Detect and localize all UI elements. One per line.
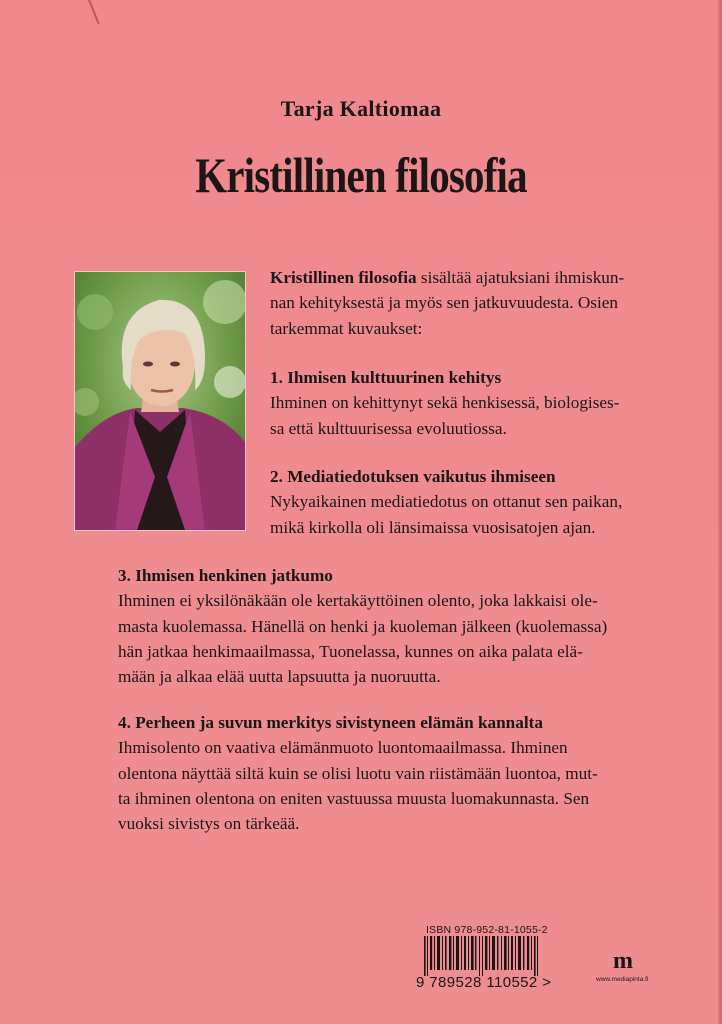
- intro-text: sisältää ajatuksiani ihmiskun-: [416, 268, 625, 287]
- section-2-line: Nykyaikainen mediatiedotus on ottanut sen paikan,: [270, 492, 623, 512]
- section-3-line: hän jatkaa henkimaailmassa, Tuonelassa, kunnes on aika palata elä-: [118, 641, 583, 661]
- section-2-heading: 2. Mediatiedotuksen vaikutus ihmiseen: [270, 467, 556, 486]
- intro-line-1: [270, 265, 665, 290]
- section-4: [118, 710, 666, 836]
- section-3: [118, 563, 666, 689]
- isbn-label: ISBN 978-952-81-1055-2: [426, 924, 548, 936]
- section-2: [270, 464, 665, 540]
- section-1-line: Ihminen on kehittynyt sekä henkisessä, biologises-: [270, 393, 620, 413]
- section-3-line: mään ja alkaa elää uutta lapsuutta ja nuoruutta.: [118, 667, 441, 687]
- section-4-line: olentona näyttää siltä kuin se olisi luotu vain riistämään luontoa, mut-: [118, 763, 598, 783]
- section-4-heading: 4. Perheen ja suvun merkitys sivistyneen elämän kannalta: [118, 713, 543, 732]
- barcode-digits: 9 789528 110552 >: [416, 974, 552, 991]
- section-1-line: sa että kulttuurisessa evoluutiossa.: [270, 418, 507, 438]
- publisher-url: www.mediapinta.fi: [596, 976, 649, 983]
- section-4-line: vuoksi sivistys on tärkeää.: [118, 814, 300, 834]
- publisher-logo-letter: m: [613, 948, 633, 972]
- cover-edge-shadow: [718, 0, 722, 1024]
- intro-lead: Kristillinen filosofia: [270, 268, 417, 287]
- intro-paragraph: [270, 265, 665, 341]
- author-photo: [74, 271, 246, 531]
- book-title: Kristillinen filosofia: [195, 147, 527, 203]
- scan-crease-line: [88, 0, 100, 24]
- section-3-line: Ihminen ei yksilönäkään ole kertakäyttöinen olento, joka lakkaisi ole-: [118, 591, 598, 611]
- section-4-line: Ihmisolento on vaativa elämänmuoto luontomaailmassa. Ihminen: [118, 738, 568, 758]
- intro-line-2: nan kehityksestä ja myös sen jatkuvuudesta. Osien: [270, 293, 618, 313]
- section-1-heading: 1. Ihmisen kulttuurinen kehitys: [270, 368, 502, 387]
- section-4-line: ta ihminen olentona on eniten vastuussa muusta luomakunnasta. Sen: [118, 788, 590, 808]
- intro-line-3: tarkemmat kuvaukset:: [270, 318, 423, 338]
- section-2-line: mikä kirkolla oli länsimaissa vuosisatojen ajan.: [270, 517, 596, 537]
- author-portrait-image: [75, 272, 245, 530]
- author-name: Tarja Kaltiomaa: [280, 96, 442, 121]
- section-3-line: masta kuolemassa. Hänellä on henki ja kuoleman jälkeen (kuolemassa): [118, 616, 608, 636]
- section-1: [270, 365, 665, 441]
- section-3-heading: 3. Ihmisen henkinen jatkumo: [118, 566, 333, 585]
- publisher-logo-icon: [608, 948, 638, 972]
